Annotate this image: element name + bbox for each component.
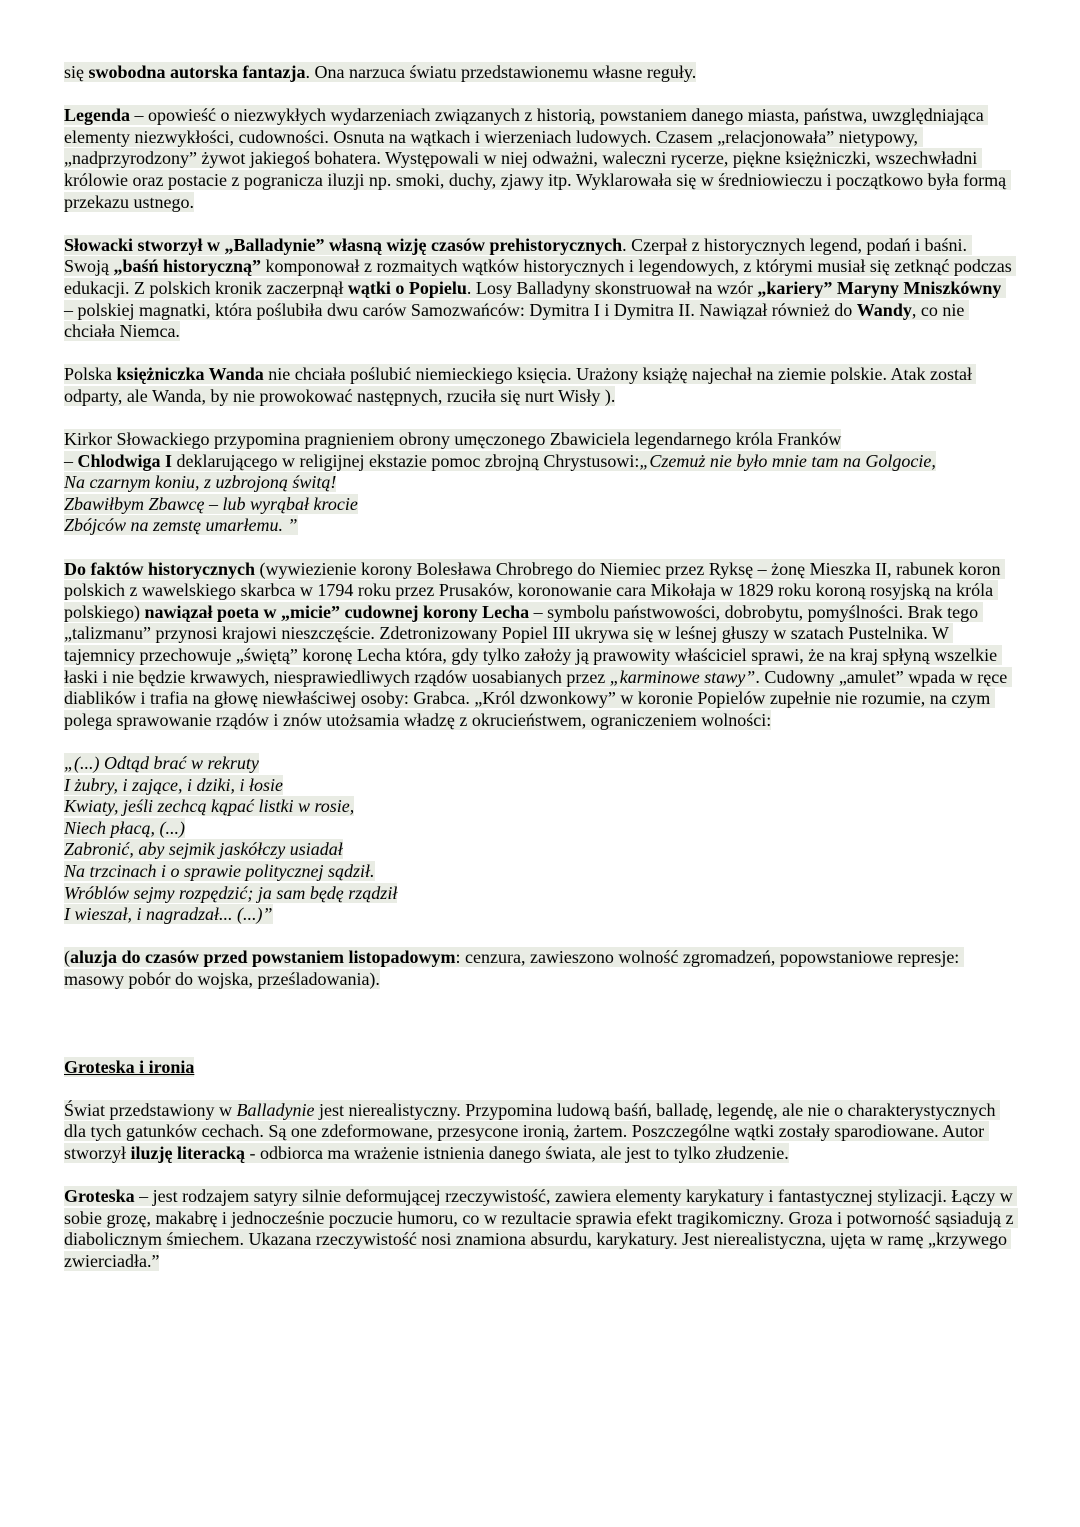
text-run: „Czemuż nie było mnie tam na Golgocie, [639,450,936,471]
text-run: – opowieść o niezwykłych wydarzeniach związanych z historią, powstaniem danego miasta, państwa, uwzględniająca elementy niezwykłości, cudowności. Osnuta na wątkach i wierzeniach ludowych. Czasem „relacjonowała” nietypowy, „nadprzyrodzony” żywot jakiegoś bohatera. Występowali w niej odważni, waleczni rycerze, piękne księżniczki, wszechwładni królowie oraz postacie z pogranicza iluzji np. smoki, duchy, zjawy itp. Wyklarowała się w średniowieczu i początkowo była formą przekazu ustnego. [64,105,1011,212]
text-run: Wandy [856,299,912,320]
text-run: Wróblów sejmy rozpędzić; ja sam będę rządził [64,882,398,903]
text-run: Legenda [64,105,131,126]
text-run: księżniczka Wanda [116,364,264,385]
rekruty-verse-quote [64,753,1014,926]
text-run: I wieszał, i nagradzał... (...)” [64,904,273,925]
fakty-historyczne-paragraph [64,559,1014,732]
text-run: się [64,62,89,82]
text-run: Kirkor Słowackiego przypomina pragnieniem obrony umęczonego Zbawiciela legendarnego króla Franków [64,429,842,450]
text-run: . Losy Balladyny skonstruował na wzór [466,277,758,298]
text-run: swobodna autorska fantazja [88,62,306,82]
slowacki-paragraph [64,234,1017,343]
legenda-paragraph [64,105,1014,213]
text-run: Do faktów historycznych [64,558,255,579]
text-run: – symbolu państwowości, dobrobytu, pomyślności. Brak tego „talizmanu” przynosi krajowi nieszczęście. Zdetronizowany Popiel III ukrywa się w leśnej głuszy w szatach Pustelnika. W tajemnicy przechowuje „świętą” koronę Lecha która, gdy tylko założy ją prawowity właściciel sprawi, że na kraj spłyną wszelkie łaski i nie będzie krwawych, niesprawiedliwych rządów uosabianych przez [64,601,1002,687]
aluzja-paragraph [64,947,1014,990]
text-run: . Ona narzuca światu przedstawionemu własne reguły. [305,62,697,82]
text-run: Zbójców na zemstę umarłemu. ” [64,515,298,536]
text-run: „(...) Odtąd brać w rekruty [64,753,259,773]
text-run: wątki o Popielu [347,277,467,298]
text-run: Chlodwiga I [77,450,173,471]
text-run: (wywiezienie korony Bolesława Chrobrego do Niemiec przez Ryksę – żonę Mieszka II, rabunek koron polskich z wawelskiego skarbca w 1794 roku przez Prusaków, koronowanie cara Mikołaja w 1829 roku koroną rosyjską na króla polskiego) [64,558,1006,622]
text-run: Zabronić, aby sejmik jaskółczy usiadał [64,839,343,860]
text-run: – polskiej magnatki, która poślubiła dwu carów Samozwańców: Dymitra I i Dymitra II. Nawiązał również do [64,277,1006,320]
document-body [64,62,1018,1272]
text-run: Niech płacą, (...) [64,817,185,838]
text-run: Groteska i ironia [64,1056,195,1077]
text-run: deklarującego w religijnej ekstazie pomoc zbrojną Chrystusowi: [172,450,640,471]
text-run: ( [64,947,70,968]
text-run: iluzję literacką [130,1142,245,1163]
text-run: – [64,450,78,471]
text-run: nie chciała poślubić niemieckiego księcia. Urażony książę najechał na ziemie polskie. Atak został odparty, ale Wanda, by nie prowokować następnych, rzuciła się nurt Wisły ). [64,364,977,406]
text-run: „karminowe stawy” [609,666,756,687]
text-run: „baśń historyczną” [113,256,262,277]
text-run: Kwiaty, jeśli zechcą kąpać listki w rosie, [64,796,355,817]
text-run: „kariery” Maryny Mniszkówny [757,277,1002,298]
groteska-i-ironia-heading [64,1057,1014,1079]
text-run: Groteska [64,1186,135,1207]
swiat-przedstawiony-paragraph [64,1100,1014,1165]
text-run: . Czerpał z historycznych legend, podań i baśni. Swoją [64,234,972,277]
text-run: Na czarnym koniu, z uzbrojoną świtą! [64,472,337,493]
text-run: aluzja do czasów przed powstaniem listopadowym [70,947,456,968]
kirkor-quote-paragraph [64,429,1014,537]
text-run: Na trzcinach i o sprawie politycznej sądził. [64,860,375,881]
text-run: Świat przedstawiony w [64,1099,237,1120]
text-run: nawiązał poeta w „micie” cudownej korony Lecha [144,601,530,622]
text-run: - odbiorca ma wrażenie istnienia danego świata, ale jest to tylko złudzenie. [244,1142,789,1163]
text-run: I żubry, i zające, i dziki, i łosie [64,774,283,795]
text-run: Polska [64,364,117,385]
text-run: , co nie chciała Niemca. [64,299,969,342]
text-run: Balladynie [236,1099,315,1120]
groteska-paragraph [64,1186,1018,1272]
text-run: jest nierealistyczny. Przypomina ludową baśń, balladę, legendę, ale nie o charakterystycznych dla tych gatunków cechach. Są one zdeformowane, przesycone ironią, żartem. Poszczególne wątki zostały sparodiowane. Autor stworzył [64,1099,1001,1163]
text-run: . Cudowny „amulet” wpada w ręce diablików i trafia na głowę niewłaściwej osoby: Grabca. „Król dzwonkowy” w koronie Popielów zupełnie nie rozumie, na czym polega sprawowanie rządów i znów utożsamia władzę z okrucieństwem, ograniczeniem wolności: [64,666,1012,730]
continuation-paragraph [64,62,1014,84]
text-run: Zbawiłbym Zbawcę – lub wyrąbał krocie [64,493,358,514]
text-run: komponował z rozmaitych wątków historycznych i legendowych, z którymi musiał się zetknąć podczas edukacji. Z polskich kronik zaczerpnął [64,256,1017,298]
wanda-paragraph [64,364,1014,407]
text-run: Słowacki stworzył w „Balladynie” własną wizję czasów prehistorycznych [64,234,623,255]
text-run: : cenzura, zawieszono wolność zgromadzeń, popowstaniowe represje: masowy pobór do wojska, prześladowania). [64,947,964,989]
text-run: – jest rodzajem satyry silnie deformującej rzeczywistość, zawiera elementy karykatury i fantastycznej stylizacji. Łączy w sobie grozę, makabrę i jednocześnie poczucie humoru, co w rezultacie sprawia efekt tragikomiczny. Groza i potworność sąsiadują z diabolicznym śmiechem. Ukazana rzeczywistość nosi znamiona absurdu, karykatury. Jest nierealistyczna, ujęta w ramę „krzywego zwierciadła.” [64,1186,1018,1271]
